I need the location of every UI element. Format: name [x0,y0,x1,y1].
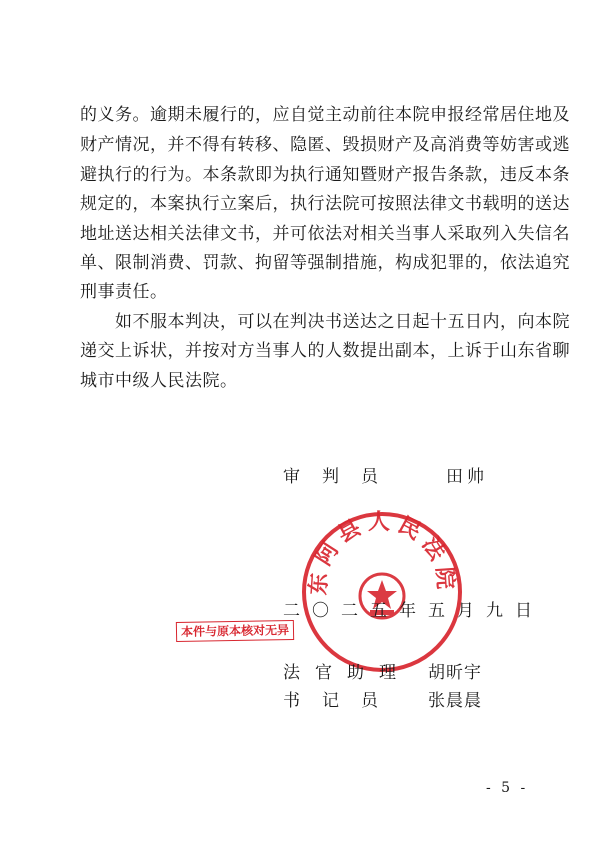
body-line-10: 城市中级人民法院。 [80,371,238,391]
assistant-role: 法官助理 [283,663,411,683]
body-line-1: 的义务。逾期未履行的，应自觉主动前往本院申报经常居住地及 [80,105,570,125]
body-line-2: 财产情况，并不得有转移、隐匿、毁损财产及高消费等妨害或逃 [80,135,570,155]
body-line-9: 递交上诉状，并按对方当事人的人数提出副本，上诉于山东省聊 [80,341,570,361]
body-line-8: 如不服本判决，可以在判决书送达之日起十五日内，向本院 [80,312,570,332]
assistant-name: 胡昕宇 [428,663,482,683]
judge-role: 审判员 [283,467,400,487]
court-seal [300,510,464,674]
page-number: - 5 - [486,780,529,796]
body-line-3: 避执行的行为。本条款即为执行通知暨财产报告条款，违反本条 [80,165,570,185]
body-line-7: 刑事责任。 [80,282,168,302]
clerk-role: 书记员 [283,691,400,711]
judge-name: 田帅 [446,467,488,487]
body-line-5: 地址送达相关法律文书，并可依法对相关当事人采取列入失信名 [80,224,570,244]
court-seal-text: 东阿县人民法院 [306,510,458,596]
clerk-name: 张晨晨 [428,691,482,711]
body-line-6: 单、限制消费、罚款、拘留等强制措施，构成犯罪的，依法追究 [80,253,570,273]
copy-verified-stamp: 本件与原本核对无异 [176,620,294,642]
body-line-4: 规定的，本案执行立案后，执行法院可按照法律文书载明的送达 [80,194,570,214]
judgment-date: 二〇二五年五月九日 [283,601,544,621]
